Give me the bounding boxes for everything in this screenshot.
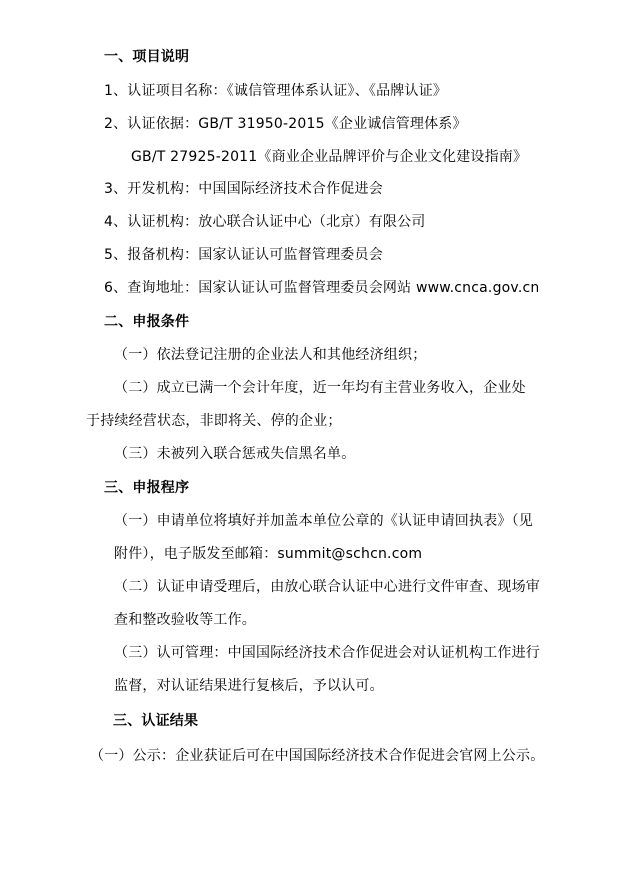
procedure-2-continued: 查和整改验收等工作。 [114,612,256,628]
item-project-name: 1、认证项目名称：《诚信管理体系认证》、《品牌认证》 [104,83,448,99]
section-heading-certification-results: 三、认证结果 [113,713,199,729]
condition-2-continued: 于持续经营状态，非即将关、停的企业； [86,413,342,429]
procedure-3-continued: 监督，对认证结果进行复核后，予以认可。 [114,678,384,694]
item-basis-continued: GB/T 27925-2011《商业企业品牌评价与企业文化建设指南》 [131,149,528,165]
item-query-address: 6、查询地址：国家认证认可监督管理委员会网站 www.cnca.gov.cn [104,280,540,296]
procedure-1-continued: 附件），电子版发至邮箱：summit@schcn.com [114,546,423,562]
condition-3: （三）未被列入联合惩戒失信黑名单。 [114,446,356,462]
result-publicity: （一）公示：企业获证后可在中国国际经济技术合作促进会官网上公示。 [90,748,545,764]
procedure-3: （三）认可管理：中国国际经济技术合作促进会对认证机构工作进行 [114,645,540,661]
item-certification-body: 4、认证机构：放心联合认证中心（北京）有限公司 [104,214,426,230]
item-filing-body: 5、报备机构：国家认证认可监督管理委员会 [104,247,383,263]
section-heading-project-description: 一、项目说明 [104,49,190,65]
procedure-1: （一）申请单位将填好并加盖本单位公章的《认证申请回执表》（见 [114,513,533,529]
item-basis: 2、认证依据：GB/T 31950-2015《企业诚信管理体系》 [104,116,467,132]
section-heading-application-conditions: 二、申报条件 [104,314,190,330]
condition-1: （一）依法登记注册的企业法人和其他经济组织； [114,347,427,363]
item-developer: 3、开发机构：中国国际经济技术合作促进会 [104,181,383,197]
section-heading-application-procedure: 三、申报程序 [104,480,190,496]
condition-2: （二）成立已满一个会计年度，近一年均有主营业务收入，企业处 [114,380,526,396]
procedure-2: （二）认证申请受理后，由放心联合认证中心进行文件审查、现场审 [114,579,540,595]
